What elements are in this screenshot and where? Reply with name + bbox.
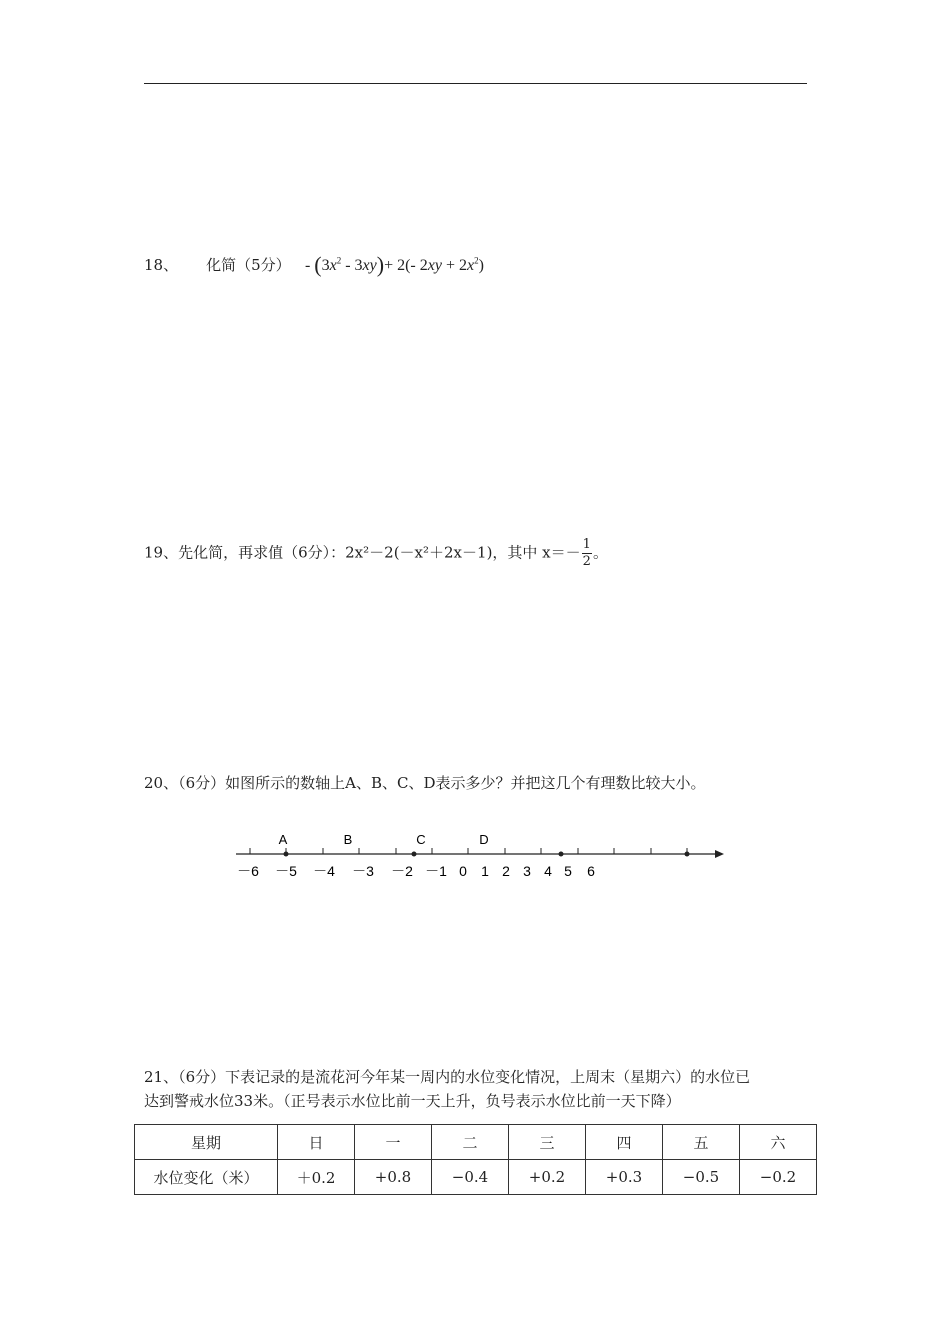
day-cell: 二	[432, 1125, 509, 1160]
question-19	[144, 537, 608, 570]
tick-label: －1	[425, 863, 447, 879]
table-header-row	[135, 1125, 817, 1160]
tick-label: －6	[237, 863, 259, 879]
tick-label: 0	[459, 863, 467, 879]
expr-term: + 2	[441, 257, 467, 274]
expr-var: xy	[427, 257, 442, 274]
tick-label: 3	[523, 863, 531, 879]
point-label-c: C	[416, 832, 426, 847]
point-dot	[559, 852, 564, 857]
expr-term: - 3	[341, 257, 363, 274]
expr-var: xy	[362, 257, 377, 274]
question-text: 19、先化简，再求值（6分）：2x²－2(－x²＋2x－1)，其中 x＝－	[144, 543, 581, 562]
tick-label: 4	[544, 863, 552, 879]
question-text-line1: 21、（6分）下表记录的是流花河今年某一周内的水位变化情况，上周末（星期六）的水位已	[144, 1068, 751, 1086]
expr-paren: (	[314, 252, 322, 277]
value-cell: −0.5	[663, 1160, 740, 1195]
expr-sign: -	[304, 257, 311, 274]
question-end: 。	[592, 543, 608, 562]
expr-exp: 2	[474, 255, 479, 266]
day-cell: 一	[355, 1125, 432, 1160]
tick-label: 5	[564, 863, 572, 879]
question-number: 18、	[144, 256, 179, 274]
point-label-d: D	[479, 832, 489, 847]
tick-label: －3	[352, 863, 374, 879]
fraction-numerator: 1	[582, 537, 591, 552]
table-row	[135, 1160, 817, 1195]
row-label-cell: 水位变化（米）	[135, 1160, 278, 1195]
point-label-b: B	[343, 832, 353, 847]
value-cell: ＋0.2	[278, 1160, 355, 1195]
expr-paren: )	[376, 252, 385, 277]
tick-label: －5	[275, 863, 297, 879]
point-dot	[412, 852, 417, 857]
axis-arrow	[715, 850, 724, 858]
point-dot	[284, 852, 289, 857]
number-line	[230, 830, 730, 886]
question-18	[144, 252, 484, 278]
value-cell: −0.4	[432, 1160, 509, 1195]
fraction-denominator: 2	[582, 554, 591, 569]
expr-var: x	[329, 257, 337, 274]
tick-label: 2	[502, 863, 510, 879]
day-cell: 三	[509, 1125, 586, 1160]
value-cell: +0.2	[509, 1160, 586, 1195]
expr-exp: 2	[336, 255, 342, 266]
point-dot	[685, 852, 690, 857]
question-20	[144, 772, 706, 793]
expression	[304, 252, 484, 277]
water-level-table	[134, 1124, 817, 1195]
day-cell: 六	[740, 1125, 817, 1160]
header-rule	[144, 83, 807, 84]
question-text: 20、（6分）如图所示的数轴上A、B、C、D表示多少？并把这几个有理数比较大小。	[144, 774, 706, 792]
question-prompt: 化简（5分）	[206, 256, 291, 274]
day-cell: 日	[278, 1125, 355, 1160]
value-cell: −0.2	[740, 1160, 817, 1195]
day-cell: 四	[586, 1125, 663, 1160]
tick-label: －4	[313, 863, 335, 879]
expr-paren: )	[478, 257, 484, 274]
point-label-a: A	[278, 832, 288, 847]
day-cell: 五	[663, 1125, 740, 1160]
value-cell: +0.3	[586, 1160, 663, 1195]
tick-label: 6	[587, 863, 595, 879]
tick-label: 1	[481, 863, 489, 879]
header-label-cell: 星期	[135, 1125, 278, 1160]
value-cell: +0.8	[355, 1160, 432, 1195]
expr-term: 3	[321, 257, 330, 274]
expr-term: + 2(- 2	[384, 257, 428, 274]
question-text-line2: 达到警戒水位33米。（正号表示水位比前一天上升，负号表示水位比前一天下降）	[144, 1092, 681, 1110]
fraction	[582, 537, 592, 570]
expr-var: x	[467, 257, 475, 274]
question-21	[144, 1065, 750, 1113]
tick-label: －2	[391, 863, 413, 879]
